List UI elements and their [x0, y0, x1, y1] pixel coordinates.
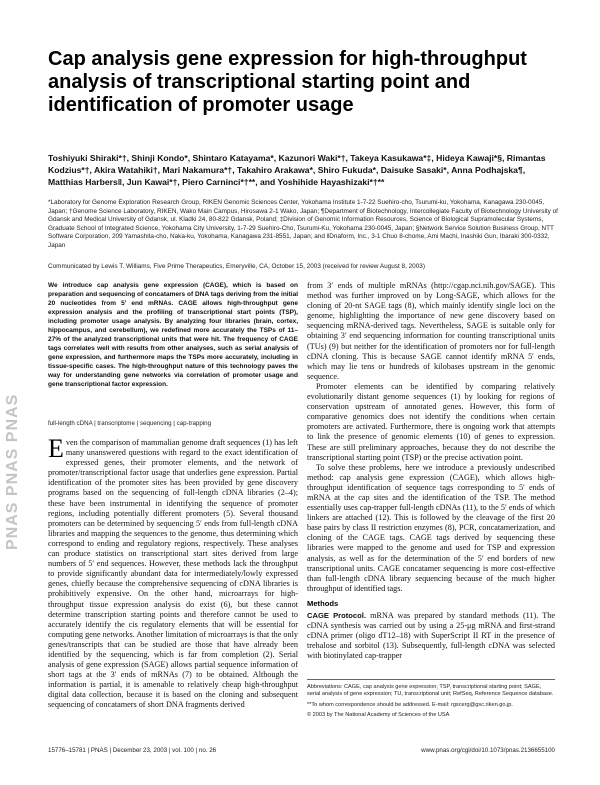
methods-heading: Methods	[307, 598, 339, 608]
keywords: full-length cDNA | transcriptome | sequencing | cap-trapping	[48, 420, 212, 427]
footnote-correspondence: **To whom correspondence should be addressed. E-mail: rgscerg@gsc.riken.go.jp.	[307, 701, 513, 708]
abstract: We introduce cap analysis gene expression (CAGE), which is based on preparation and sequencing of concatamers of DNA tags deriving from the initial 20 nucleotides from 5′ end mRNAs. CAGE allows high-throughput gene expression analysis and the profiling of transcriptional start points (TSP), including promoter usage analysis. By analyzing four libraries (brain, cortex, hippocampus, and cerebellum), we redefined more accurately the TSPs of 11–27% of the analyzed transcriptional units that were hit. The frequency of CAGE tags correlates well with results from other analyses, such as serial analysis of gene expression, and furthermore maps the TSPs more accurately, including in tissue-specific cases. The high-throughput nature of this technology paves the way for understanding gene networks via correlation of promoter usage and gene transcriptional factor expression.	[48, 282, 298, 388]
affiliations: *Laboratory for Genome Exploration Research Group, RIKEN Genomic Sciences Center, Yokohama Institute 1-7-22 Suehiro-cho, Tsurumi-ku, Yokohama, Kanagawa 230-0045, Japan; †Genome Science Laboratory, RIKEN, Wako Main Campus, Hirosawa 2-1 Wako, Japan; ¶Department of Biotechnology, Intercollegiate Faculty of Biotechnology University of Gdansk and Medical University of Gdansk, ul. Kladki 24, 80-822 Gdansk, Poland; ‡Division of Genomic Information Resources, Science of Biological Supramolecular Systems, Graduate School of Integrated Science, Yokohama City University, 1-7-29 Suehiro-Cho, Tsurumi-Ku, Yokohama 230-0045, Japan; §Network Service Solution Business Group, NTT Software Corporation, 209 Yamashita-cho, Naka-ku, Yokohama, Kanagawa 231-8551, Japan; and ‖Dnaform, Inc., 3-1 Chuo 8-chome, Ami Machi, Inashiki Gun, Ibaraki 300-0332, Japan	[48, 199, 558, 249]
cage-protocol-text: mRNA was prepared by standard methods (11). The cDNA synthesis was carried out by using a 25-μg mRNA and first-strand cDNA primer (oligo dT12–18) with SuperScript II RT in the presence of trehalose and sorbitol (13). Subsequently, full-length cDNA was selected with biotinylated cap-trapper	[307, 611, 555, 661]
footnotes	[307, 679, 555, 722]
footer-citation: 15776–15781 | PNAS | December 23, 2003 | vol. 100 | no. 26	[48, 747, 217, 754]
footnote-copyright: © 2003 by The National Academy of Sciences of the USA	[307, 711, 450, 718]
body-right-column	[307, 281, 555, 661]
author-list: Toshiyuki Shiraki*†, Shinji Kondo*, Shintaro Katayama*, Kazunori Waki*†, Takeya Kasukawa*‡, Hideya Kawaji*§, Rimantas Kodzius*†, Akira Watahiki†, Mari Nakamura*†, Takahiro Arakawa*, Shiro Fukuda*, Daisuke Sasaki*, Anna Podhajska¶, Matthias Harbers‖, Jun Kawai*†, Piero Carninci*†**, and Yoshihide Hayashizaki*†**	[48, 153, 546, 187]
communicated-by: Communicated by Lewis T. Williams, Five Prime Therapeutics, Emeryville, CA, October 15, 2003 (received for review August 8, 2003)	[48, 263, 425, 270]
drop-cap: E	[48, 434, 64, 463]
intro-paragraph	[48, 434, 298, 711]
pnas-side-logo	[4, 393, 21, 550]
paragraph-cage-intro: To solve these problems, here we introduce a previously undescribed method: cap analysis gene expression (CAGE), which allows high-throughput identification of sequence tags corresponding to 5′ ends of mRNA at the cap sites and the identification of the TSP. The method essentially uses cap-trapper full-length cDNAs (11), to the 5′ ends of which linkers are attached (12). This is followed by the cleavage of the first 20 base pairs by class II restriction enzymes (8), PCR, concatamerization, and cloning of the CAGE tags. CAGE tags derived by sequencing these libraries were mapped to the genome and used for TSP and expression analysis, as well as for the determination of the 5′ end borders of new transcriptional units. CAGE concatamer sequencing is more cost-effective than full-length cDNA library sequencing because of the much higher throughput of identified tags.	[307, 462, 555, 593]
footer-doi-link[interactable]: www.pnas.org/cgi/doi/10.1073/pnas.2136655100	[421, 747, 555, 754]
pnas-side-logo-text: PNAS PNAS PNAS	[4, 393, 21, 550]
intro-text: ven the comparison of mammalian genome draft sequences (1) has left many unanswered questions with regard to the exact identification of expressed genes, their promoter elements, and the network of promoter/transcriptional factor usage that underlies gene expression. Partial identification of the promoter sites has been provided by gene discovery programs based on the sequencing of full-length cDNA libraries (2–4); these have been instrumental in identifying the sequence of promoter regions, including potentially different promoters (5). Several thousand promoters can be determined by sequencing 5′ ends from full-length cDNA libraries and mapping the sequences to the genome, thus determining which correspond to ending and regulatory regions, respectively. These analyses can produce statistics on transcriptional start sites derived from large numbers of 5′ end sequences. However, these methods lack the throughput to provide significantly abundant data for intermediately/lowly expressed genes, chiefly because the comprehensive sequencing of cDNA libraries is prohibitively expensive. On the other hand, microarrays for high-throughput tissue expression analysis do exist (6), but these cannot determine transcription starting points and therefore cannot be used to accurately identify the cis regulatory elements that will be essential for computing gene networks. Another limitation of microarrays is that the only genes/transcripts that can be studied are those that have already been identified by the sequencing, which is far from completion (2). Serial analysis of gene expression (SAGE) allows partial sequence information of short tags at the 3′ ends of mRNAs (7) to be obtained. Although the information is partial, it is amenable to relatively cheap high-throughput digital data collection, because it is based on the cloning and subsequent sequencing of concatamers of short DNA fragments derived	[48, 438, 298, 710]
body-left-column	[48, 434, 298, 711]
paragraph-cage-protocol	[307, 611, 555, 661]
paragraph-promoter-elements: Promoter elements can be identified by comparing relatively evolutionarily distant genome sequences (1) by looking for regions of conservation upstream of annotated genes. However, this form of comparative genomics does not identify the conditions when certain promoters are activated. Furthermore, there is ongoing work that attempts to link the presence of genomic elements (10) of genes to expression. These are still preliminary approaches, because they do not describe the transcriptional starting point (TSP) or the precise activation point.	[307, 381, 555, 462]
footnote-abbreviations: Abbreviations: CAGE, cap analysis gene expression; TSP, transcriptional starting point; SAGE, serial analysis of gene expression; TU, transcriptional unit; RefSeq, Reference Sequence database.	[307, 684, 554, 698]
cage-protocol-heading: CAGE Protocol.	[307, 611, 367, 620]
article-title: Cap analysis gene expression for high-throughput analysis of transcriptional starting point and identification of promoter usage	[48, 48, 527, 116]
paragraph-sage: from 3′ ends of multiple mRNAs (http://cgap.nci.nih.gov/SAGE). This method was further improved on by Long-SAGE, which allows for the cloning of 20-nt SAGE tags (8), which mainly identify single loci on the genome, highlighting the importance of new gene discovery based on sequencing mRNA-derived tags. Nevertheless, SAGE is suitable only for obtaining 3′ end sequencing information for counting transcriptional units (TUs) (9) but neither for the identification of promoters nor for full-length cDNA cloning. This is because SAGE cannot identify mRNA 5′ ends, which may lie tens or hundreds of kilobases upstream in the genomic sequence.	[307, 281, 555, 381]
